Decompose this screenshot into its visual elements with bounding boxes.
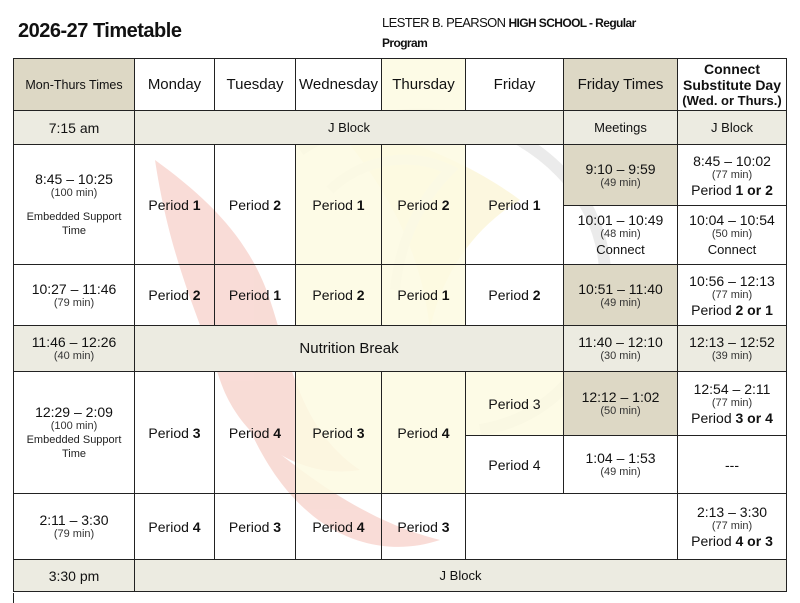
row1-friday: Period 1 [466,145,564,265]
row2-tuesday: Period 1 [215,265,296,326]
row2-wednesday: Period 2 [296,265,382,326]
row3-monday: Period 3 [135,372,215,494]
row3-connect-b: --- [678,436,787,494]
row1-connect-a: 8:45 – 10:02 (77 min) Period 1 or 2 [678,145,787,206]
header-friday: Friday [466,59,564,111]
page-title: 2026-27 Timetable [18,20,182,42]
jblock-connect: J Block [678,111,787,145]
row-period-block-3 [14,372,787,436]
header-thursday: Thursday [382,59,466,111]
row-period-block-1 [14,145,787,206]
row-period-block-2 [14,265,787,326]
jblock-label: J Block [135,111,564,145]
row1-friday-time-a: 9:10 – 9:59 (49 min) [564,145,678,206]
row2-time-cell: 10:27 – 11:46 (79 min) [14,265,135,326]
connect-title: Connect Substitute Day [682,60,781,93]
row3-friday-time-b: 1:04 – 1:53 (49 min) [564,436,678,494]
header-monday: Monday [135,59,215,111]
row1-time-cell [14,145,135,265]
timetable [13,58,787,592]
row1-monday: Period 1 [135,145,215,265]
row3-connect-a: 12:54 – 2:11 (77 min) Period 3 or 4 [678,372,787,436]
row4-monday: Period 4 [135,494,215,560]
row4-time-cell: 2:11 – 3:30 (79 min) [14,494,135,560]
break-time-cell: 11:46 – 12:26 (40 min) [14,326,135,372]
row4-wednesday: Period 4 [296,494,382,560]
row3-friday-b: Period 4 [466,436,564,494]
row3-time-cell: 12:29 – 2:09 (100 min) Embedded Support Time [14,372,135,494]
header-times: Mon-Thurs Times [14,59,135,111]
row4-friday-empty [466,494,678,560]
row1-note: Embedded Support Time [26,211,122,237]
row1-duration: (100 min) [50,187,98,199]
row2-friday-time: 10:51 – 11:40 (49 min) [564,265,678,326]
school-name-text: LESTER B. PEARSON [382,15,506,30]
row2-thursday: Period 1 [382,265,466,326]
row4-connect: 2:13 – 3:30 (77 min) Period 4 or 3 [678,494,787,560]
header-wednesday: Wednesday [296,59,382,111]
row1-thursday: Period 2 [382,145,466,265]
header-friday-times: Friday Times [564,59,678,111]
row-end-jblock [14,560,787,592]
connect-subtitle: (Wed. or Thurs.) [682,92,782,108]
row4-thursday: Period 3 [382,494,466,560]
header-row [14,59,787,111]
school-name [382,13,682,53]
row-nutrition-break [14,326,787,372]
row2-connect: 10:56 – 12:13 (77 min) Period 2 or 1 [678,265,787,326]
row2-monday: Period 2 [135,265,215,326]
row1-tuesday: Period 2 [215,145,296,265]
school-program-text: HIGH SCHOOL - Regular Program [382,16,636,50]
jblock-row [14,111,787,145]
break-label: Nutrition Break [135,326,564,372]
end-time: 3:30 pm [14,560,135,592]
row-period-block-4 [14,494,787,560]
jblock-time: 7:15 am [14,111,135,145]
header-connect [678,59,787,111]
row1-friday-time-b: 10:01 – 10:49 (48 min) Connect [564,206,678,265]
header-tuesday: Tuesday [215,59,296,111]
row3-tuesday: Period 4 [215,372,296,494]
row1-connect-b: 10:04 – 10:54 (50 min) Connect [678,206,787,265]
row1-time: 8:45 – 10:25 [35,171,113,187]
break-friday-time: 11:40 – 12:10 (30 min) [564,326,678,372]
row2-friday: Period 2 [466,265,564,326]
end-jblock-label: J Block [135,560,787,592]
break-connect: 12:13 – 12:52 (39 min) [678,326,787,372]
row1-wednesday: Period 1 [296,145,382,265]
row3-thursday: Period 4 [382,372,466,494]
row4-tuesday: Period 3 [215,494,296,560]
row3-friday-time-a: 12:12 – 1:02 (50 min) [564,372,678,436]
page-edge-line [13,593,14,603]
row3-wednesday: Period 3 [296,372,382,494]
row3-friday-a: Period 3 [466,372,564,436]
jblock-friday: Meetings [564,111,678,145]
